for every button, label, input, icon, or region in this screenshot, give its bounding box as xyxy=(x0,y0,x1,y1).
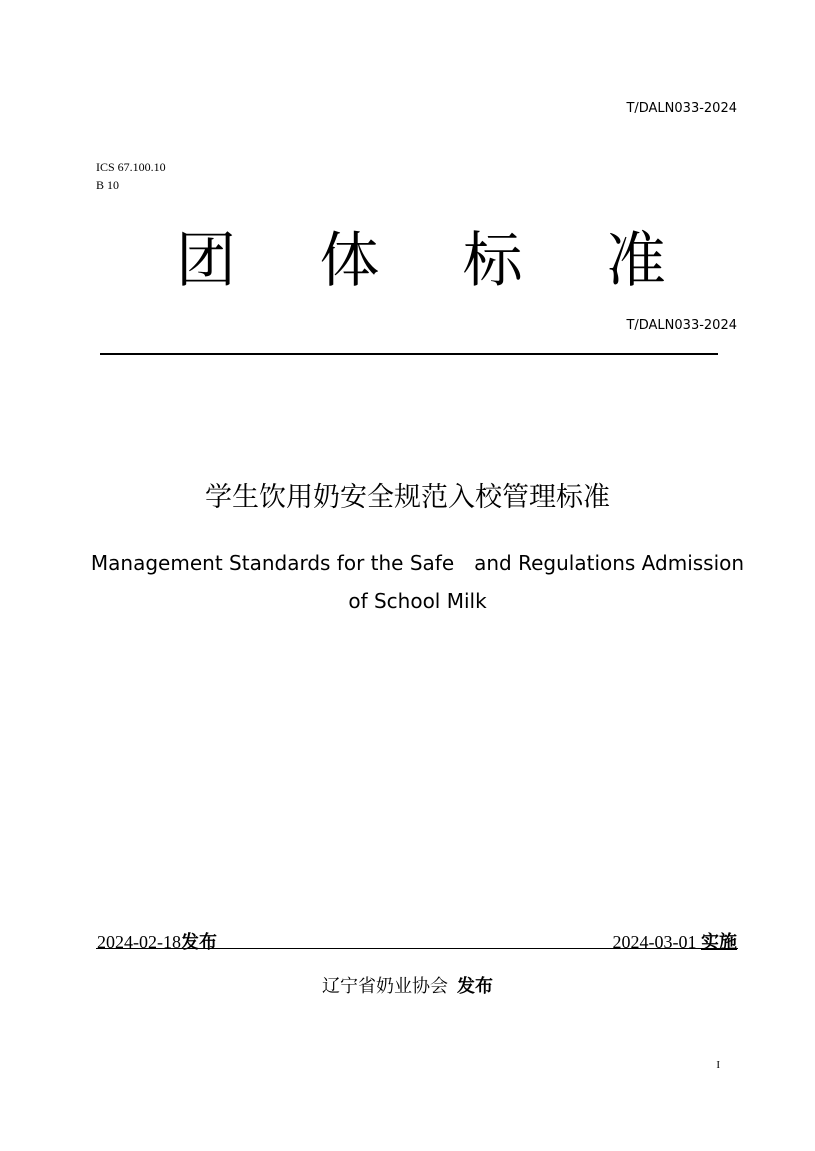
issue-label: 发布 xyxy=(181,932,217,953)
issue-date xyxy=(97,928,217,954)
ics-code: ICS 67.100.10 xyxy=(96,160,166,174)
standard-number-top: T/DALN033-2024 xyxy=(626,101,737,116)
document-title-en xyxy=(90,544,745,620)
heading-char-2: 体 xyxy=(319,226,380,296)
heading-char-1: 团 xyxy=(176,226,236,296)
standard-number: T/DALN033-2024 xyxy=(626,318,737,333)
title-en-line-1: Management Standards for the Safe and Regulations Admission xyxy=(90,551,745,575)
issue-date-value: 2024-02-18 xyxy=(97,932,181,952)
classification-codes xyxy=(96,158,166,194)
date-divider xyxy=(96,948,738,949)
publisher-line xyxy=(0,972,815,998)
implementation-date-value: 2024-03-01 xyxy=(612,932,697,952)
document-title-cn: 学生饮用奶安全规范入校管理标准 xyxy=(205,482,610,513)
publisher-name: 辽宁省奶业协会 xyxy=(322,976,448,996)
publisher-label: 发布 xyxy=(457,976,493,997)
implementation-label: 实施 xyxy=(701,932,737,953)
page-number: I xyxy=(716,1059,720,1071)
title-en-line-2: of School Milk xyxy=(348,589,487,613)
implementation-date xyxy=(613,928,738,954)
ccs-code: B 10 xyxy=(96,178,120,192)
header-divider xyxy=(100,353,718,355)
heading-char-4: 准 xyxy=(605,226,666,296)
heading-char-3: 标 xyxy=(462,226,523,296)
group-standard-heading xyxy=(176,226,666,296)
